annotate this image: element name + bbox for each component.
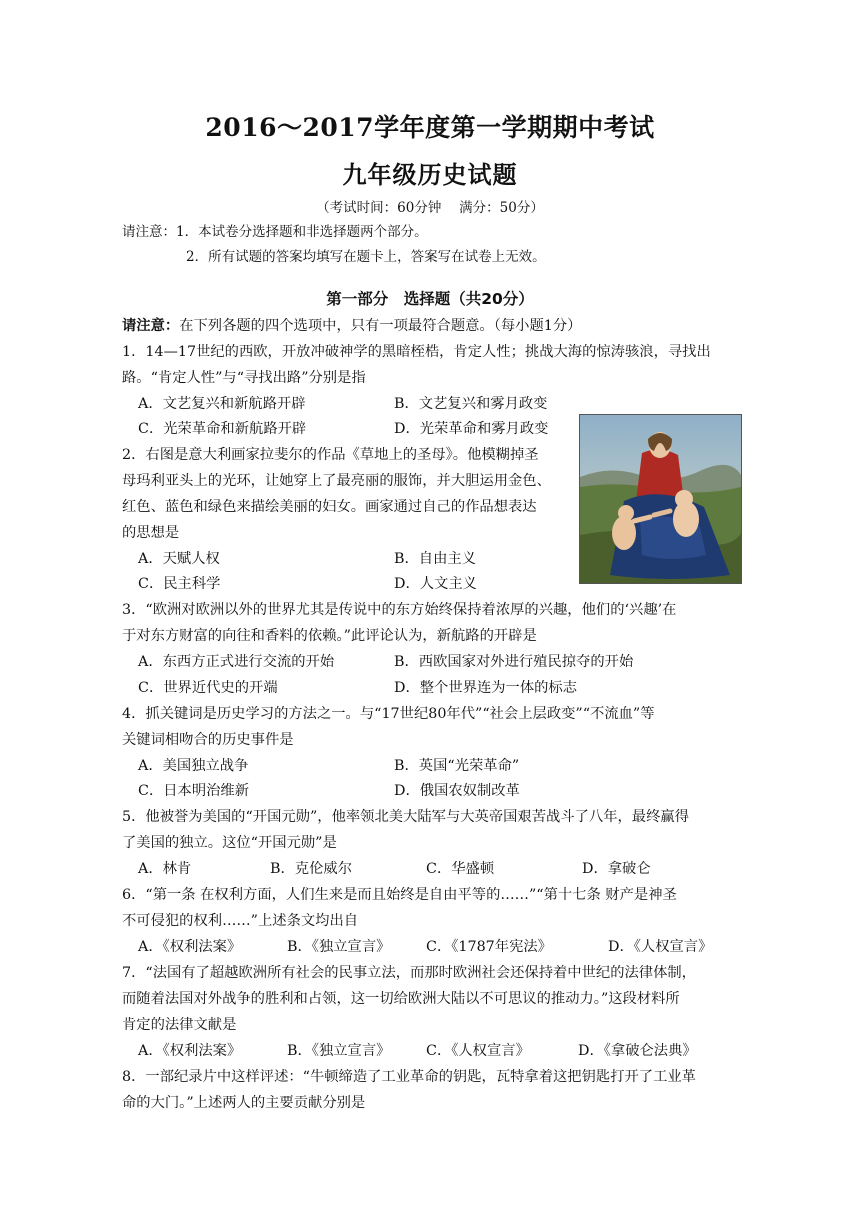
q1-option-d: D．光荣革命和雾月政变 <box>394 421 549 437</box>
q4-option-c: C．日本明治维新 <box>138 783 250 799</box>
q5-option-a: A．林肯 <box>138 861 192 877</box>
q2-option-b: B．自由主义 <box>394 551 476 567</box>
q2-line-3: 红色、蓝色和绿色来描绘美丽的妇女。画家通过自己的作品想表达 <box>122 499 537 515</box>
q8-line-1: 8．一部纪录片中这样评述：“牛顿缔造了工业革命的钥匙，瓦特拿着这把钥匙打开了工业革 <box>122 1069 696 1085</box>
section-instruction <box>122 315 581 335</box>
notice-line-1: 请注意：1．本试卷分选择题和非选择题两个部分。 <box>122 224 428 240</box>
q5-line-1: 5．他被誉为美国的“开国元勋”，他率领北美大陆军与大英帝国艰苦战斗了八年，最终赢得 <box>122 809 689 825</box>
q1-line-1: 1．14—17世纪的西欧，开放冲破神学的黑暗桎梏，肯定人性；挑战大海的惊涛骇浪，寻找出 <box>122 344 711 360</box>
q1-option-a: A．文艺复兴和新航路开辟 <box>138 396 306 412</box>
subject-title: 九年级历史试题 <box>342 161 518 189</box>
q2-line-1: 2．右图是意大利画家拉斐尔的作品《草地上的圣母》。他模糊掉圣 <box>122 447 539 463</box>
q1-option-b: B．文艺复兴和雾月政变 <box>394 396 548 412</box>
q5-option-c: C．华盛顿 <box>426 861 495 877</box>
q2-option-c: C．民主科学 <box>138 576 221 592</box>
q6-option-a: A．《权利法案》 <box>138 939 242 955</box>
q8-line-2: 命的大门。”上述两人的主要贡献分别是 <box>122 1095 366 1111</box>
section-title: 第一部分 选择题（共20分） <box>326 290 534 308</box>
instruction-text: 在下列各题的四个选项中，只有一项最符合题意。（每小题1分） <box>179 318 582 334</box>
q7-option-c: C．《人权宣言》 <box>426 1043 530 1059</box>
q3-line-2: 于对东方财富的向往和香料的依赖。”此评论认为，新航路的开辟是 <box>122 628 537 644</box>
q2-option-d: D．人文主义 <box>394 576 477 592</box>
q6-line-2: 不可侵犯的权利……”上述条文均出自 <box>122 913 359 929</box>
q3-option-d: D．整个世界连为一体的标志 <box>394 680 578 696</box>
q5-option-d: D．拿破仑 <box>582 861 651 877</box>
painting-image <box>580 415 741 583</box>
notice-line-2: 2．所有试题的答案均填写在题卡上，答案写在试卷上无效。 <box>186 249 546 265</box>
q6-line-1: 6．“第一条 在权利方面，人们生来是而且始终是自由平等的……”“第十七条 财产是神圣 <box>122 887 677 903</box>
q4-option-d: D．俄国农奴制改革 <box>394 783 520 799</box>
q2-line-2: 母玛利亚头上的光环，让她穿上了最亮丽的服饰，并大胆运用金色、 <box>122 473 551 489</box>
q7-option-a: A．《权利法案》 <box>138 1043 242 1059</box>
q7-line-3: 肯定的法律文献是 <box>122 1017 237 1033</box>
q7-option-b: B．《独立宣言》 <box>287 1043 391 1059</box>
q4-line-1: 4．抓关键词是历史学习的方法之一。与“17世纪80年代”“社会上层政变”“不流血”等 <box>122 706 655 722</box>
q5-line-2: 了美国的独立。这位“开国元勋”是 <box>122 835 337 851</box>
q2-option-a: A．天赋人权 <box>138 551 220 567</box>
q6-option-d: D．《人权宣言》 <box>608 939 713 955</box>
q1-option-c: C．光荣革命和新航路开辟 <box>138 421 307 437</box>
q7-line-2: 而随着法国对外战争的胜利和占领，这一切给欧洲大陆以不可思议的推动力。”这段材料所 <box>122 991 680 1007</box>
exam-title: 2016～2017学年度第一学期期中考试 <box>205 113 655 142</box>
q5-option-b: B．克伦威尔 <box>270 861 352 877</box>
q6-option-c: C．《1787年宪法》 <box>426 939 552 955</box>
q3-option-c: C．世界近代史的开端 <box>138 680 278 696</box>
q6-option-b: B．《独立宣言》 <box>287 939 391 955</box>
q7-option-d: D．《拿破仑法典》 <box>578 1043 697 1059</box>
q3-option-a: A．东西方正式进行交流的开始 <box>138 654 335 670</box>
q4-option-a: A．美国独立战争 <box>138 758 249 774</box>
q2-line-4: 的思想是 <box>122 525 180 541</box>
instruction-lead: 请注意： <box>122 318 180 334</box>
q3-line-1: 3．“欧洲对欧洲以外的世界尤其是传说中的东方始终保持着浓厚的兴趣，他们的‘兴趣’在 <box>122 602 677 618</box>
q4-option-b: B．英国“光荣革命” <box>394 758 520 774</box>
q7-line-1: 7．“法国有了超越欧洲所有社会的民事立法，而那时欧洲社会还保持着中世纪的法律体制， <box>122 965 696 981</box>
q3-option-b: B．西欧国家对外进行殖民掠夺的开始 <box>394 654 634 670</box>
madonna-of-the-meadow-painting <box>579 414 742 584</box>
exam-meta: （考试时间：60分钟 满分：50分） <box>316 200 544 216</box>
q4-line-2: 关键词相吻合的历史事件是 <box>122 732 294 748</box>
q1-line-2: 路。“肯定人性”与“寻找出路”分别是指 <box>122 370 366 386</box>
